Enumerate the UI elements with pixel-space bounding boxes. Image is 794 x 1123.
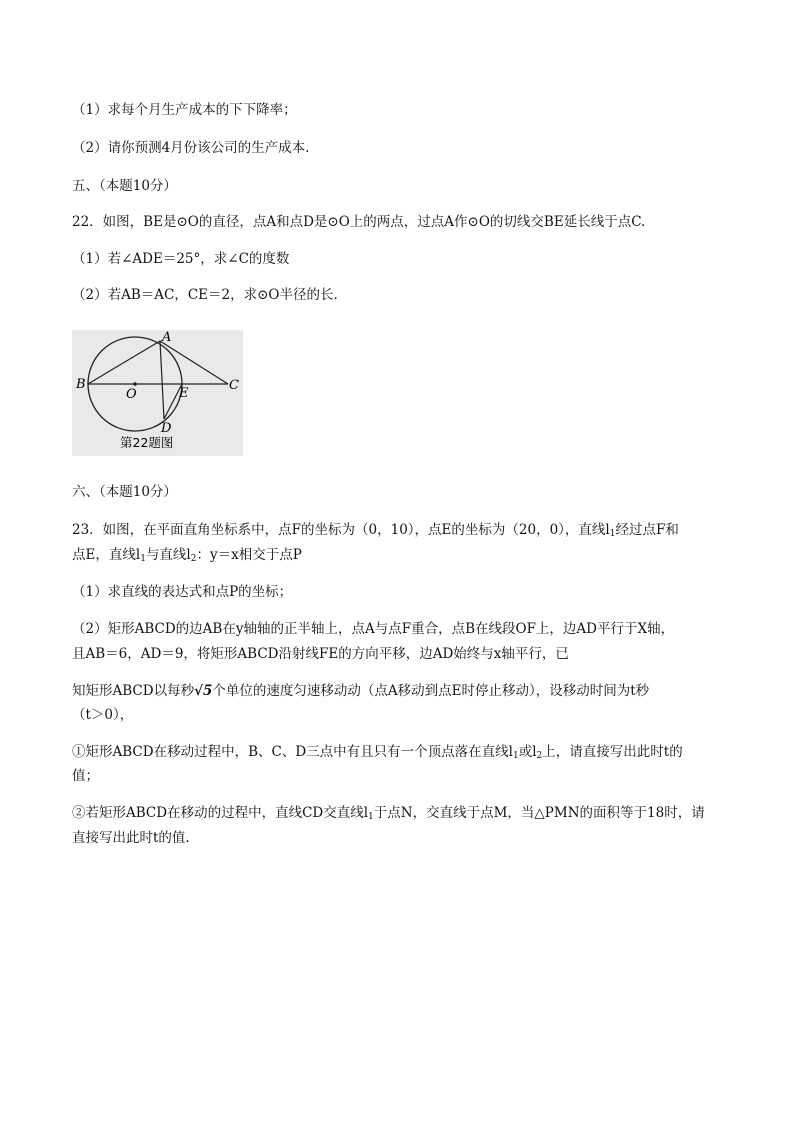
q22-part1: （1）若∠ADE＝25°，求∠C的度数: [72, 251, 290, 267]
label-a: A: [162, 330, 172, 345]
center-point: [133, 382, 137, 386]
section5-heading: 五、（本题10分）: [72, 178, 177, 194]
q23-part1: （1）求直线的表达式和点P的坐标；: [72, 584, 293, 600]
q23-subq1-line2: 值；: [72, 768, 99, 784]
label-e: E: [179, 386, 189, 401]
figure-caption: 第22题图: [120, 435, 174, 450]
q22-part2: （2）若AB＝AC，CE＝2，求⊙O半径的长.: [72, 287, 338, 303]
q23-part2-line3: 知矩形ABCD以每秒√5个单位的速度匀速移动动（点A移动到点E时停止移动），设移动时间为t秒: [72, 683, 650, 699]
sqrt5: √5: [194, 683, 213, 699]
label-b: B: [76, 377, 86, 392]
q23-part2-line2: 且AB＝6，AD＝9，将矩形ABCD沿射线FE的方向平移，边AD始终与x轴平行，已: [72, 646, 569, 662]
q23-subq2-line2: 直接写出此时t的值.: [72, 830, 190, 846]
q23-subq1-line1: ①矩形ABCD在移动过程中，B、C、D三点中有且只有一个顶点落在直线$l_1$或$l_2$上，请直接写出此时t的: [72, 744, 683, 761]
section6-heading: 六、（本题10分）: [72, 484, 177, 500]
label-c: C: [229, 378, 239, 393]
label-d: D: [161, 421, 172, 436]
label-o: O: [126, 387, 137, 402]
q21-part2: （2）请你预测4月份该公司的生产成本.: [72, 140, 310, 156]
q23-stem-line1: 23．如图，在平面直角坐标系中，点F的坐标为（0，10），点E的坐标为（20，0），直线$l_1$经过点F和: [72, 522, 679, 539]
q23-part2-line1: （2）矩形ABCD的边AB在y轴轴的正半轴上，点A与点F重合，点B在线段OF上，边AD平行于X轴，: [72, 621, 675, 637]
q22-figure: [72, 330, 243, 456]
q22-stem: 22．如图，BE是⊙O的直径，点A和点D是⊙O上的两点，过点A作⊙O的切线交BE延长线于点C.: [72, 214, 646, 230]
q21-part1: （1）求每个月生产成本的下下降率；: [72, 102, 297, 118]
q23-stem-line2: 点E，直线$l_1$与直线$l_2$：y＝x相交于点P: [72, 547, 302, 564]
q23-part2-line4: （t＞0），: [72, 707, 134, 723]
q23-subq2-line1: ②若矩形ABCD在移动的过程中，直线CD交直线$l_1$于点N，交直线于点M，当△PMN的面积等于18时，请: [72, 805, 705, 822]
